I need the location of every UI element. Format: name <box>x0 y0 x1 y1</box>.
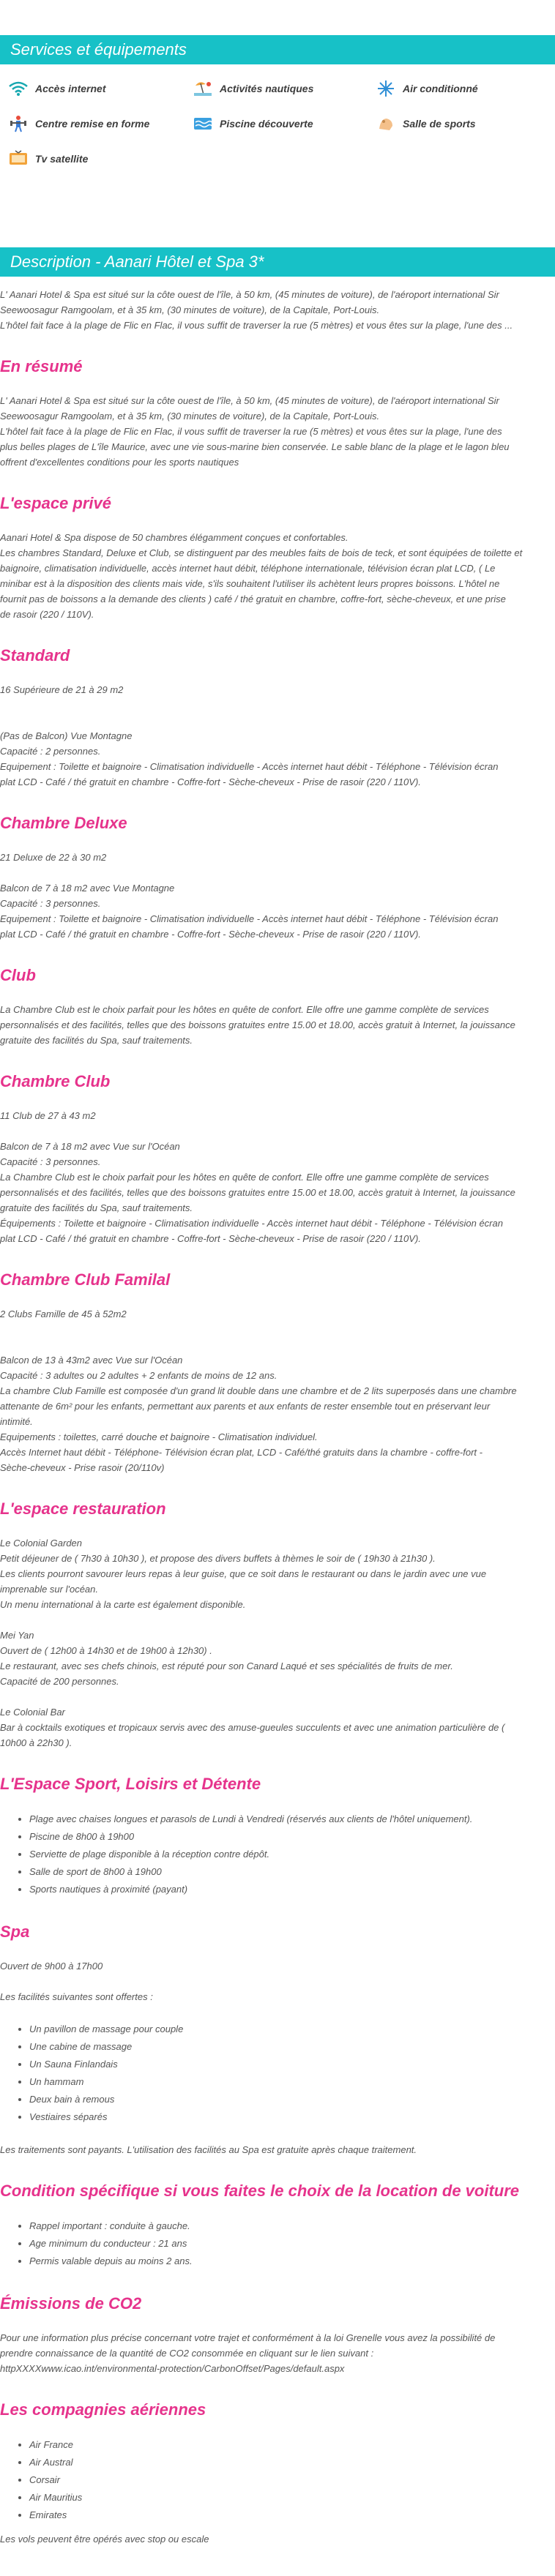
service-sports <box>375 114 476 133</box>
standard-text: (Pas de Balcon) Vue Montagne Capacité : 2 personnes. Equipement : Toilette et baignoire - Climatisation individuelle - Accès internet haut débit - Téléphone - Télévision écran plat LCD - Café / thé gratuit en chambre - Coffre-fort - Sèche-cheveux - Prise de rasoir (220 / 110V). <box>0 730 499 787</box>
list-item: • Air France <box>29 2436 555 2454</box>
list-item: • Corsair <box>29 2471 555 2489</box>
list-item: • Permis valable depuis au moins 2 ans. <box>29 2253 555 2270</box>
list-item: • Un Sauna Finlandais <box>29 2056 555 2073</box>
club-text: La Chambre Club est le choix parfait pour les hôtes en quête de confort. Elle offre une gamme complète de services personnalisés et des facilités, telles que des boissons gratuites entre 15.00 et 18.00, accès gratuit à Internet, la jouissance gratuite des facilités du Spa, sauf traitements. <box>0 1004 515 1046</box>
location-list <box>0 2217 555 2270</box>
section-title-location: Condition spécifique si vous faites le choix de la location de voiture <box>0 2182 520 2200</box>
service-tv <box>7 149 88 168</box>
colonial-bar-text: Le Colonial Bar Bar à cocktails exotiques et tropicaux servis avec des amuse-gueules succulents et avec une animation particulière de ( 10h00 à 22h30 ). <box>0 1707 505 1748</box>
sport-list <box>0 1811 555 1898</box>
familial-size: 2 Clubs Famille de 45 à 52m2 <box>0 1308 127 1319</box>
service-internet <box>7 79 105 98</box>
section-title-spa: Spa <box>0 1922 30 1941</box>
resume-text: L' Aanari Hotel & Spa est situé sur la côte ouest de l'île, à 50 km, (45 minutes de voiture), de l'aéroport international Sir Seewoosagur Ramgoolam, et à 35 km, (30 minutes de voiture), de la Capitale, Port-Louis. L'hôtel fait face à la plage de Flic en Flac, il vous suffit de traverser la rue (5 mètres) et vous êtes sur la plage, l'une des plus belles plages de L'île Maurice, avec une vie sous-marine bien conservée. Le sable blanc de la plage et le lagon bleu offrent d'excellentes conditions pour les sports nautiques <box>0 395 510 468</box>
description-title: Description - Aanari Hôtel et Spa 3* <box>10 252 264 271</box>
gym-icon <box>375 114 397 133</box>
service-label: Centre remise en forme <box>35 117 150 130</box>
mei-yan-text: Mei Yan Ouvert de ( 12h00 à 14h30 et de 19h00 à 12h30) . Le restaurant, avec ses chefs chinois, est réputé pour son Canard Laqué et ses spécialités de fruits de mer. Capacité de 200 personnes. <box>0 1630 453 1687</box>
familial-text: Balcon de 13 à 43m2 avec Vue sur l'Océan Capacité : 3 adultes ou 2 adultes + 2 enfants de moins de 12 ans. La chambre Club Famille est composée d'un grand lit double dans une chambre et de 2 lits superposés dans une chambre attenante de 6m² pour les enfants, permettant aux parents et aux enfants de rester ensemble tout en préservant leur intimité. Equipements : toilettes, carré douche et baignoire - Climatisation individuel. Accès Internet haut débit - Téléphone- Télévision écran plat, LCD - Café/thé gratuits dans la chambre - coffre-fort - Sèche-cheveux - Prise rasoir (20/110v) <box>0 1355 517 1473</box>
service-nautique <box>192 79 313 98</box>
deluxe-size: 21 Deluxe de 22 à 30 m2 <box>0 852 107 863</box>
beach-icon <box>192 79 214 98</box>
list-item: • Piscine de 8h00 à 19h00 <box>29 1828 555 1846</box>
list-item: • Serviette de plage disponible à la réception contre dépôt. <box>29 1846 555 1863</box>
service-label: Salle de sports <box>403 117 476 130</box>
list-item: • Un hammam <box>29 2073 555 2091</box>
list-item: • Sports nautiques à proximité (payant) <box>29 1881 555 1898</box>
list-item: • Plage avec chaises longues et parasols de Lundi à Vendredi (réservés aux clients de l'hôtel uniquement). <box>29 1811 555 1828</box>
services-grid <box>0 64 555 247</box>
section-title-co2: Émissions de CO2 <box>0 2294 142 2313</box>
snowflake-icon <box>375 79 397 98</box>
service-piscine <box>192 114 313 133</box>
service-label: Tv satellite <box>35 152 89 165</box>
wifi-icon <box>7 79 29 98</box>
list-item: • Une cabine de massage <box>29 2038 555 2056</box>
compagnies-note: Les vols peuvent être opérés avec stop ou escale <box>0 2534 209 2545</box>
list-item: • Salle de sport de 8h00 à 19h00 <box>29 1863 555 1881</box>
list-item: • Vestiaires séparés <box>29 2108 555 2126</box>
spa-note: Les traitements sont payants. L'utilisation des facilités au Spa est gratuite après chaque traitement. <box>0 2144 417 2155</box>
spa-hours: Ouvert de 9h00 à 17h00 <box>0 1961 103 1972</box>
chambre-club-size: 11 Club de 27 à 43 m2 <box>0 1110 96 1121</box>
list-item: • Air Austral <box>29 2454 555 2471</box>
standard-size: 16 Supérieure de 21 à 29 m2 <box>0 684 124 695</box>
section-title-familial: Chambre Club Familal <box>0 1270 171 1289</box>
service-label: Accès internet <box>35 82 106 94</box>
pool-icon <box>192 114 214 133</box>
section-title-sport: L'Espace Sport, Loisirs et Détente <box>0 1775 261 1793</box>
list-item: • Air Mauritius <box>29 2489 555 2506</box>
compagnies-list <box>0 2436 555 2524</box>
service-label: Piscine découverte <box>220 117 313 130</box>
description-intro: L' Aanari Hotel & Spa est situé sur la côte ouest de l'île, à 50 km, (45 minutes de voiture), de l'aéroport international Sir Seewoosagur Ramgoolam, et à 35 km, (30 minutes de voiture), de la Capitale, Port-Louis. L'hôtel fait face à la plage de Flic en Flac, il vous suffit de traverser la rue (5 mètres) et vous êtes sur la plage, l'une des ... <box>0 289 513 331</box>
section-title-standard: Standard <box>0 646 70 664</box>
tv-icon <box>7 149 29 168</box>
section-title-prive: L'espace privé <box>0 494 111 512</box>
description-banner <box>0 247 555 277</box>
service-label: Air conditionné <box>403 82 478 94</box>
co2-text[interactable]: Pour une information plus précise concernant votre trajet et conformément à la loi Grenelle vous avez la possibilité de prendre connaissance de la quantité de CO2 consommée en cliquant sur le lien suivant : httpXXXXwww.icao.int/environmental-protection/CarbonOffset/Pages/default.aspx <box>0 2332 496 2374</box>
section-title-club: Club <box>0 966 36 984</box>
service-fitness <box>7 114 149 133</box>
section-title-restauration: L'espace restauration <box>0 1499 166 1518</box>
section-title-compagnies: Les compagnies aériennes <box>0 2400 206 2419</box>
spa-intro: Les facilités suivantes sont offertes : <box>0 1991 153 2002</box>
service-clim <box>375 79 478 98</box>
colonial-garden-text: Le Colonial Garden Petit déjeuner de ( 7h30 à 10h30 ), et propose des divers buffets à thèmes le soir de ( 19h30 à 21h30 ). Les clients pourront savourer leurs repas à leur guise, que ce soit dans le restaurant ou dans le jardin avec une vue imprenable sur l'océan. Un menu international à la carte est également disponible. <box>0 1538 487 1610</box>
section-title-deluxe: Chambre Deluxe <box>0 814 127 832</box>
prive-text: Aanari Hotel & Spa dispose de 50 chambres élégamment conçues et confortables. Les chambres Standard, Deluxe et Club, se distinguent par des meubles faits de bois de teck, et sont équipées de toilette et baignoire, climatisation individuelle, accès internet haut débit, téléphone internationale, télévision écran plat LCD, ( Le minibar est à la disposition des clients mais vide, s'ils souhaitent l'utiliser ils achètent leurs propres boissons. L'hôtel ne fournit pas de boissons a la demande des clients ) café / thé gratuit en chambre, coffre-fort, sèche-cheveux, et une prise de rasoir (220 / 110V). <box>0 532 523 620</box>
section-title-chambre-club: Chambre Club <box>0 1072 111 1090</box>
main-content <box>0 277 555 2576</box>
list-item: • Un pavillon de massage pour couple <box>29 2021 555 2038</box>
service-label: Activités nautiques <box>220 82 314 94</box>
services-banner <box>0 35 555 64</box>
section-title-resume: En résumé <box>0 357 83 375</box>
services-title: Services et équipements <box>10 40 187 59</box>
list-item: • Age minimum du conducteur : 21 ans <box>29 2235 555 2253</box>
fitness-icon <box>7 114 29 133</box>
list-item: • Deux bain à remous <box>29 2091 555 2108</box>
list-item: • Emirates <box>29 2506 555 2524</box>
spa-list <box>0 2021 555 2126</box>
chambre-club-text: Balcon de 7 à 18 m2 avec Vue sur l'Océan Capacité : 3 personnes. La Chambre Club est le choix parfait pour les hôtes en quête de confort. Elle offre une gamme complète de services personnalisés et des facilités, telles que des boissons gratuites entre 15.00 et 18.00, accès gratuit à Internet, la jouissance gratuite des facilités du Spa, sauf traitements. Équipements : Toilette et baignoire - Climatisation individuelle - Accès internet haut débit - Téléphone - Télévision écran plat LCD - Café / thé gratuit en chambre - Coffre-fort - Sèche-cheveux - Prise de rasoir (220 / 110V). <box>0 1141 515 1244</box>
list-item: • Rappel important : conduite à gauche. <box>29 2217 555 2235</box>
deluxe-text: Balcon de 7 à 18 m2 avec Vue Montagne Capacité : 3 personnes. Equipement : Toilette et baignoire - Climatisation individuelle - Accès internet haut débit - Téléphone - Télévision écran plat LCD - Café / thé gratuit en chambre - Coffre-fort - Sèche-cheveux - Prise de rasoir (220 / 110V). <box>0 883 499 940</box>
